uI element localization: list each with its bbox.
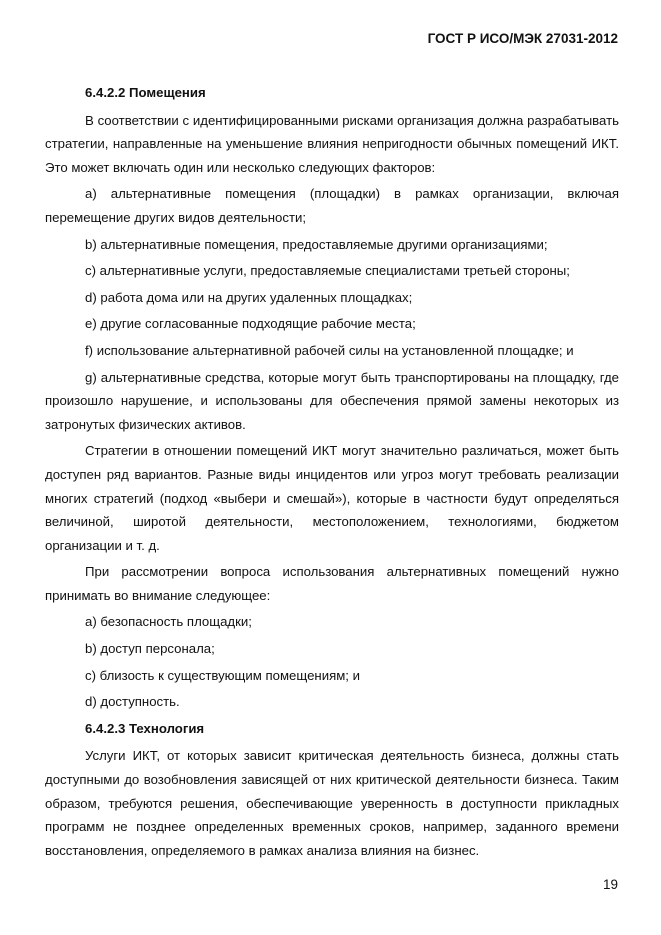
document-body	[45, 81, 619, 862]
consideration-paragraph: При рассмотрении вопроса использования альтернативных помещений нужно принимать во внимание следующее:	[45, 564, 619, 603]
consideration-item-d: d) доступность.	[85, 694, 180, 710]
list-item-a: a) альтернативные помещения (площадки) в рамках организации, включая перемещение других видов деятельности;	[45, 186, 619, 225]
page-number: 19	[602, 877, 618, 892]
list-item-c: c) альтернативные услуги, предоставляемые специалистами третьей стороны;	[85, 263, 570, 279]
consideration-item-a: a) безопасность площадки;	[85, 614, 252, 630]
consideration-item-c: c) близость к существующим помещениям; и	[85, 667, 360, 683]
consideration-item-b: b) доступ персонала;	[85, 641, 215, 657]
section-intro-paragraph: В соответствии с идентифицированными рисками организация должна разрабатывать стратегии, направленные на уменьшение влияния непригодности обычных помещений ИКТ. Это может включать один или несколько следующих факторов:	[45, 112, 619, 175]
list-item-f: f) использование альтернативной рабочей силы на установленной площадке; и	[85, 342, 574, 358]
section-heading-6423: 6.4.2.3 Технология	[85, 720, 205, 736]
strategies-paragraph: Стратегии в отношении помещений ИКТ могут значительно различаться, может быть доступен ряд вариантов. Разные виды инцидентов или угроз могут требовать реализации многих стратегий (подход «выбери и смешай»), которые в частности будут определяться величиной, широтой деятельности, местоположением, технологиями, бюджетом организации и т. д.	[45, 443, 619, 553]
list-item-b: b) альтернативные помещения, предоставляемые другими организациями;	[85, 236, 548, 252]
document-code-header: ГОСТ Р ИСО/МЭК 27031-2012	[427, 31, 618, 46]
list-item-g: g) альтернативные средства, которые могут быть транспортированы на площадку, где произошло нарушение, и использованы для обеспечения прямой замены некоторых из затронутых физических активов.	[45, 369, 619, 432]
section-heading-6422: 6.4.2.2 Помещения	[85, 85, 206, 100]
list-item-e: e) другие согласованные подходящие рабочие места;	[85, 316, 416, 332]
technology-paragraph: Услуги ИКТ, от которых зависит критическая деятельность бизнеса, должны стать доступными до возобновления зависящей от них критической деятельности бизнеса. Таким образом, требуются решения, обеспечивающие уверенность в доступности прикладных программ не позднее определенных временных сроков, например, заданного времени восстановления, определяемого в рамках анализа влияния на бизнес.	[45, 748, 619, 858]
list-item-d: d) работа дома или на других удаленных площадках;	[85, 289, 413, 305]
